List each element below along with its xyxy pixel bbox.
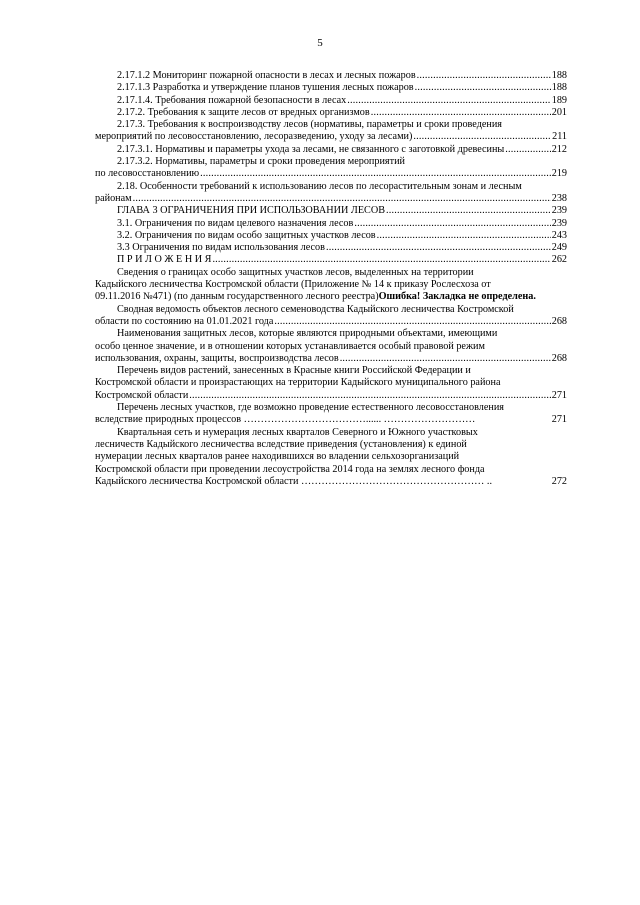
toc-chapter-entry[interactable] <box>95 205 567 217</box>
toc-entry-title: вследствие природных процессов ………………………………...... ……………………… <box>95 414 476 426</box>
toc-entry-title-line[interactable]: 2.17.3.2. Нормативы, параметры и сроки проведения мероприятий <box>117 156 405 168</box>
dot-leader <box>132 193 551 205</box>
toc-entry-title-line[interactable]: 2.18. Особенности требований к использованию лесов по лесорастительным зонам и лесным <box>117 180 522 192</box>
toc-entry[interactable] <box>95 390 567 402</box>
toc-entry[interactable] <box>95 144 567 156</box>
toc-appendix-entry[interactable] <box>95 254 567 266</box>
toc-entry-page: 212 <box>551 143 567 155</box>
dot-leader <box>353 218 550 230</box>
dot-leader <box>376 230 551 242</box>
toc-entry-title-line[interactable]: Перечень видов растений, занесенных в Красные книги Российской Федерации и <box>117 365 471 377</box>
toc-entry[interactable] <box>95 353 567 365</box>
dot-leader <box>412 131 551 143</box>
bookmark-error: Ошибка! Закладка не определена. <box>378 291 536 303</box>
dot-leader <box>325 242 551 254</box>
toc-entry-page: 268 <box>551 315 567 327</box>
dot-leader <box>199 168 551 180</box>
toc-entry-title-line[interactable]: 2.17.3. Требования к воспроизводству лесов (нормативы, параметры и сроки проведения <box>117 119 502 131</box>
toc-entry-title-line[interactable]: Перечень лесных участков, где возможно проведение естественного лесовосстановления <box>117 402 504 414</box>
toc-entry[interactable] <box>95 414 567 426</box>
dot-leader <box>385 205 551 217</box>
toc-entry-title: 2.17.2. Требования к защите лесов от вредных организмов <box>117 106 370 118</box>
toc-entry-title: 2.17.3.1. Нормативы и параметры ухода за лесами, не связанного с заготовкой древесины <box>117 143 505 155</box>
toc-entry-title-line[interactable]: особо ценное значение, и в отношении которых устанавливается особый правовой режим <box>95 340 485 352</box>
page-number: 5 <box>317 37 323 49</box>
appendix-title: П Р И Л О Ж Е Н И Я <box>117 254 212 266</box>
toc-entry-page: 271 <box>551 389 567 401</box>
toc-entry[interactable] <box>95 95 567 107</box>
toc-entry-page: 243 <box>551 229 567 241</box>
dot-leader <box>416 70 551 82</box>
toc-entry-title: районам <box>95 192 132 204</box>
toc-entry-page: 271 <box>551 414 567 426</box>
toc-entry[interactable] <box>95 82 567 94</box>
toc-entry[interactable] <box>95 70 567 82</box>
dot-leader <box>504 144 550 156</box>
toc-entry-page: 188 <box>551 82 567 94</box>
dot-leader <box>188 390 550 402</box>
toc-entry[interactable] <box>95 107 567 119</box>
toc-entry-title: 3.3 Ограничения по видам использования лесов <box>117 242 325 254</box>
toc-entry-title: 3.2. Ограничения по видам особо защитных участков лесов <box>117 229 376 241</box>
toc-entry-page: 239 <box>551 217 567 229</box>
chapter-title: ГЛАВА 3 ОГРАНИЧЕНИЯ ПРИ ИСПОЛЬЗОВАНИИ ЛЕСОВ <box>117 205 385 217</box>
toc-entry-title-line[interactable]: Сводная ведомость объектов лесного семеноводства Кадыйского лесничества Костромской <box>117 303 514 315</box>
dot-leader <box>370 107 551 119</box>
toc-entry[interactable] <box>95 230 567 242</box>
toc-entry-title-line[interactable]: Сведения о границах особо защитных участков лесов, выделенных на территории <box>117 266 474 278</box>
toc-entry-page: 189 <box>551 94 567 106</box>
toc-entry-title: 3.1. Ограничения по видам целевого назначения лесов <box>117 217 354 229</box>
toc-entry-title-line[interactable]: Костромской области и произрастающих на территории Кадыйского муниципального района <box>95 377 501 389</box>
toc-entry-title: по лесовосстановлению <box>95 168 200 180</box>
table-of-contents <box>95 70 567 488</box>
toc-entry-title-line[interactable] <box>95 291 567 303</box>
toc-entry-page: 249 <box>551 242 567 254</box>
toc-entry[interactable] <box>95 242 567 254</box>
toc-entry-title: Костромской области <box>95 389 189 401</box>
dot-leader <box>211 254 550 266</box>
toc-entry-title: 2.17.1.4. Требования пожарной безопасности в лесах <box>117 94 347 106</box>
toc-entry-page: 238 <box>551 192 567 204</box>
toc-entry-title: области по состоянию на 01.01.2021 года <box>95 315 274 327</box>
toc-entry-title: Кадыйского лесничества Костромской области ……………………………………………… .. <box>95 475 493 487</box>
toc-entry[interactable] <box>95 168 567 180</box>
toc-entry-title-line[interactable]: Костромской области при проведении лесоустройства 2014 года на землях лесного фонда <box>95 463 485 475</box>
toc-entry[interactable] <box>95 316 567 328</box>
toc-entry-title: мероприятий по лесовосстановлению, лесоразведению, уходу за лесами) <box>95 131 413 143</box>
toc-entry-title-line[interactable]: Наименования защитных лесов, которые являются природными объектами, имеющими <box>117 328 498 340</box>
dot-leader <box>346 95 550 107</box>
toc-entry-page: 262 <box>551 254 567 266</box>
toc-entry-page: 268 <box>551 352 567 364</box>
toc-entry-page: 239 <box>551 205 567 217</box>
toc-entry-title: 2.17.1.3 Разработка и утверждение планов тушения лесных пожаров <box>117 82 414 94</box>
toc-entry-page: 188 <box>551 70 567 81</box>
toc-entry[interactable] <box>95 193 567 205</box>
toc-entry-page: 211 <box>552 131 567 143</box>
toc-entry-title: использования, охраны, защиты, воспроизводства лесов <box>95 352 339 364</box>
dot-leader <box>339 353 551 365</box>
toc-entry-title-line[interactable]: лесничеств Кадыйского лесничества вследствие приведения (установления) к единой <box>95 438 467 450</box>
toc-entry-page: 219 <box>551 168 567 180</box>
toc-entry-title: 09.11.2016 №471) (по данным государственного лесного реестра) <box>95 291 379 303</box>
toc-entry-page: 272 <box>551 475 567 487</box>
toc-entry-page: 201 <box>551 106 567 118</box>
toc-entry[interactable] <box>95 218 567 230</box>
toc-entry[interactable] <box>95 476 567 488</box>
toc-entry-title-line[interactable]: Квартальная сеть и нумерация лесных кварталов Северного и Южного участковых <box>117 426 478 438</box>
toc-entry-title-line[interactable]: нумерации лесных кварталов ранее находившихся во владении сельхозорганизаций <box>95 451 460 463</box>
dot-leader <box>273 316 550 328</box>
dot-leader <box>414 82 551 94</box>
toc-entry[interactable] <box>95 131 567 143</box>
toc-entry-title: 2.17.1.2 Мониторинг пожарной опасности в лесах и лесных пожаров <box>117 70 416 81</box>
toc-entry-title-line[interactable]: Кадыйского лесничества Костромской области (Приложение № 14 к приказу Рослесхоза от <box>95 279 491 291</box>
